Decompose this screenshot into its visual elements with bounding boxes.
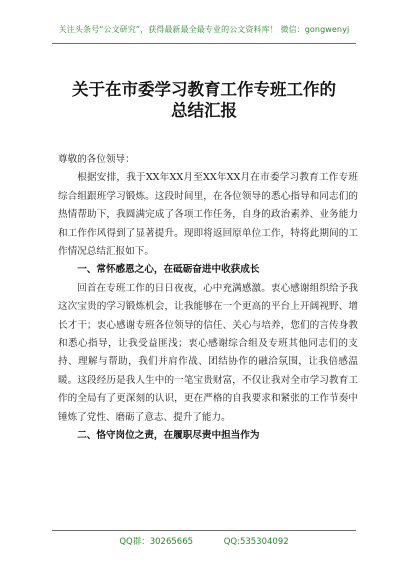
document-title xyxy=(40,79,368,121)
footer-qq-group: QQ群：30265665 xyxy=(119,537,194,547)
document-title-line-2: 总结汇报 xyxy=(171,101,237,120)
header-divider xyxy=(52,43,356,44)
section-1-paragraph: 回首在专班工作的日日夜夜，心中充满感激。衷心感谢组织给予我这次宝贵的学习锻炼机会，让我能够在一个更高的平台上开阔视野、增长才干；衷心感谢专班各位领导的信任、关心与培养，您们的言传身教和悉心指导，让我受益匪浅；衷心感谢综合组及专班其他同志们的支持、理解与帮助，我们并肩作战、团结协作的融洽氛围，让我倍感温暖。这段经历是我人生中的一笔宝贵财富，不仅让我对全市学习教育工作的全局有了更深刻的认识，更在严格的自我要求和紧张的工作节奏中锤炼了党性、磨砺了意志、提升了能力。 xyxy=(58,282,358,423)
document-title-line-1: 关于在市委学习教育工作专班工作的 xyxy=(72,80,336,99)
header-promo-note: 关注头条号“公文研究”，获得最新最全最专业的公文资料库！ 微信：gongwenyj xyxy=(58,25,350,34)
section-1-heading: 一、常怀感恩之心，在砥砺奋进中收获成长 xyxy=(77,264,260,276)
footer-contact xyxy=(0,535,408,547)
footer-qq-number: QQ:535304092 xyxy=(223,537,289,547)
salutation: 尊敬的各位领导： xyxy=(58,154,135,165)
intro-paragraph: 根据安排，我于XX年XX月至XX年XX月在市委学习教育工作专班综合组跟班学习锻炼。这段时间里，在各位领导的悉心指导和同志们的热情帮助下，我圆满完成了各项工作任务，自身的政治素养、业务能力和工作作风得到了显著提升。现即将返回原单位工作，特将此期间的工作情况总结汇报如下。 xyxy=(58,172,358,258)
document-body xyxy=(58,151,358,446)
section-2-heading: 二、恪守岗位之责，在履职尽责中担当作为 xyxy=(77,430,260,442)
footer-divider xyxy=(52,530,356,531)
